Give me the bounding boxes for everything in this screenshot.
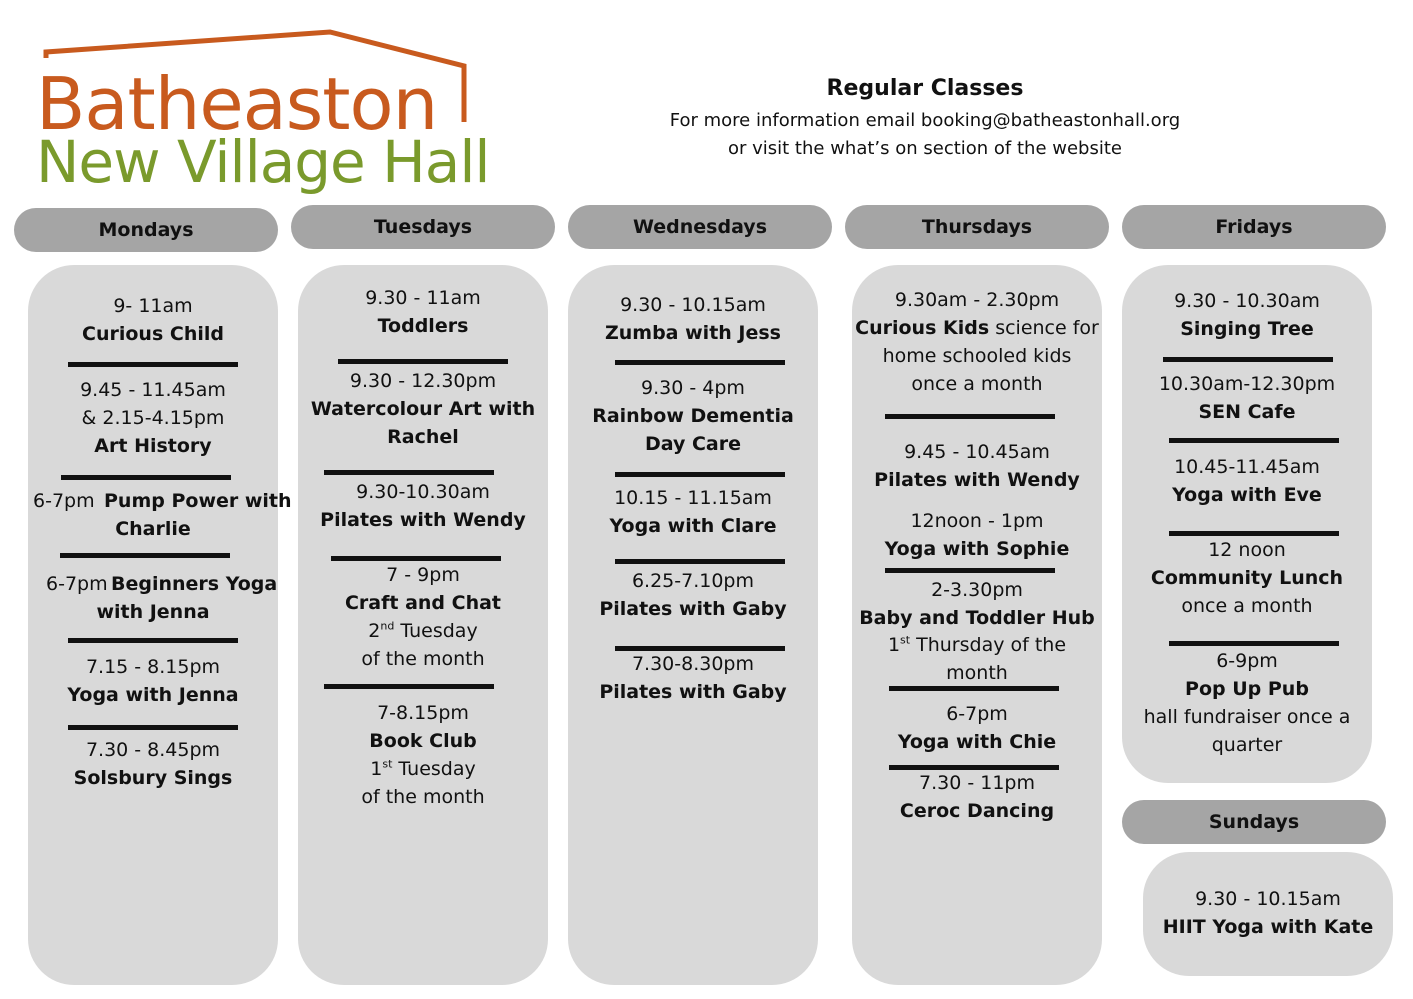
header-info-line-2: or visit the what’s on section of the website — [727, 138, 1122, 159]
class-time: 10.45-11.45am — [1174, 456, 1320, 478]
class-name: Craft and Chat — [344, 592, 502, 614]
divider — [338, 359, 508, 364]
class-time: 7-8.15pm — [377, 702, 469, 724]
class-name: Pilates with Gaby — [599, 598, 787, 620]
class-time: & 2.15-4.15pm — [81, 407, 225, 429]
class-time: 9.30 - 10.15am — [620, 294, 766, 316]
class-name: Rachel — [387, 426, 459, 448]
class-time: 6-7pm — [46, 573, 108, 595]
sundays-column — [1143, 852, 1393, 976]
class-name: Yoga with Jenna — [67, 684, 239, 706]
logo-line-1: Batheaston — [36, 62, 438, 146]
class-name: Book Club — [369, 730, 477, 752]
class-time: 6-7pm — [946, 703, 1008, 725]
class-name: Art History — [94, 435, 212, 457]
class-name: Beginners Yoga — [111, 573, 278, 595]
class-note: of the month — [361, 648, 485, 670]
class-name: Curious Child — [82, 323, 224, 345]
divider — [68, 725, 238, 730]
class-time: 9.30-10.30am — [356, 481, 490, 503]
class-note: once a month — [1181, 595, 1313, 617]
page-header — [640, 76, 1210, 163]
class-name: Yoga with Chie — [897, 731, 1057, 753]
class-note: hall fundraiser once a — [1143, 706, 1351, 728]
class-note: month — [946, 662, 1008, 684]
class-name: with Jenna — [96, 601, 210, 623]
class-time: 7.15 - 8.15pm — [85, 656, 221, 678]
class-name: Zumba with Jess — [604, 322, 781, 344]
class-time: 9.30am - 2.30pm — [894, 289, 1060, 311]
class-name: Yoga with Sophie — [884, 538, 1070, 560]
divider — [615, 646, 785, 651]
class-name: HIIT Yoga with Kate — [1162, 916, 1374, 938]
class-name: Baby and Toddler Hub — [859, 607, 1095, 629]
page-title: Regular Classes — [826, 76, 1024, 101]
class-name: Pilates with Wendy — [320, 509, 526, 531]
class-time: 7 - 9pm — [386, 564, 460, 586]
divider — [60, 553, 230, 558]
divider — [68, 638, 238, 643]
class-time: 9.30 - 10.15am — [1195, 888, 1341, 910]
header-info-line-1: For more information email booking@batheastonhall.org — [669, 110, 1181, 131]
class-name: Watercolour Art with — [310, 398, 536, 420]
tuesdays-column — [298, 265, 548, 985]
divider — [324, 470, 494, 475]
class-time: 12noon - 1pm — [910, 510, 1044, 532]
thursdays-column — [852, 265, 1102, 985]
class-note: 2nd Tuesday — [368, 619, 478, 642]
day-header-tuesdays: Tuesdays — [291, 205, 555, 249]
class-time: 9.30 - 11am — [365, 287, 481, 309]
day-header-wednesdays: Wednesdays — [568, 205, 832, 249]
divider — [61, 475, 231, 480]
divider — [1169, 531, 1339, 536]
wednesdays-column — [568, 265, 818, 985]
class-time: 10.30am-12.30pm — [1158, 373, 1336, 395]
day-header-sundays: Sundays — [1122, 800, 1386, 844]
logo-line-2: New Village Hall — [36, 128, 490, 196]
day-header-mondays: Mondays — [14, 208, 278, 252]
mondays-column — [28, 265, 292, 985]
divider — [1169, 641, 1339, 646]
class-name: Yoga with Eve — [1172, 484, 1322, 506]
class-time: 12 noon — [1208, 539, 1286, 561]
class-note: once a month — [911, 373, 1043, 395]
class-name: Solsbury Sings — [73, 767, 233, 789]
divider — [1163, 357, 1333, 362]
divider — [885, 414, 1055, 419]
class-name: Curious Kids science for — [855, 317, 1099, 339]
class-name: Pump Power with — [104, 490, 292, 512]
class-name: Singing Tree — [1180, 318, 1314, 340]
class-name: Day Care — [644, 433, 742, 455]
day-header-fridays: Fridays — [1122, 205, 1386, 249]
class-time: 9.30 - 4pm — [641, 377, 745, 399]
class-time: 6-7pm — [33, 490, 95, 512]
class-note: home schooled kids — [882, 345, 1072, 367]
class-name: Toddlers — [377, 315, 469, 337]
class-note: 1st Tuesday — [370, 757, 476, 780]
day-header-thursdays: Thursdays — [845, 205, 1109, 249]
class-name: Ceroc Dancing — [899, 800, 1055, 822]
class-name: Charlie — [115, 518, 191, 540]
class-name: Community Lunch — [1150, 567, 1344, 589]
class-time: 9- 11am — [113, 295, 193, 317]
class-time: 9.45 - 10.45am — [904, 441, 1050, 463]
divider — [615, 559, 785, 564]
divider — [68, 362, 238, 367]
class-name: Pilates with Wendy — [874, 469, 1080, 491]
class-time: 9.45 - 11.45am — [80, 379, 226, 401]
class-time: 7.30-8.30pm — [631, 653, 755, 675]
class-name: Pop Up Pub — [1185, 678, 1309, 700]
divider — [324, 684, 494, 689]
class-name: Rainbow Dementia — [592, 405, 794, 427]
class-time: 2-3.30pm — [931, 579, 1023, 601]
fridays-column — [1122, 265, 1372, 783]
class-time: 9.30 - 12.30pm — [349, 370, 497, 392]
divider — [615, 360, 785, 365]
divider — [885, 568, 1055, 573]
class-time: 6-9pm — [1216, 650, 1278, 672]
class-time: 9.30 - 10.30am — [1174, 290, 1320, 312]
class-time: 10.15 - 11.15am — [614, 487, 772, 509]
class-name: Pilates with Gaby — [599, 681, 787, 703]
class-note: quarter — [1211, 734, 1283, 756]
divider — [615, 472, 785, 477]
divider — [1169, 438, 1339, 443]
divider — [889, 686, 1059, 691]
class-note: of the month — [361, 786, 485, 808]
class-time: 6.25-7.10pm — [631, 570, 755, 592]
divider — [331, 556, 501, 561]
divider — [889, 765, 1059, 770]
class-note: 1st Thursday of the — [887, 633, 1067, 656]
class-time: 7.30 - 11pm — [919, 772, 1035, 794]
class-time: 7.30 - 8.45pm — [85, 739, 221, 761]
class-name: SEN Cafe — [1198, 401, 1296, 423]
class-name: Yoga with Clare — [609, 515, 777, 537]
hall-logo — [34, 26, 490, 196]
